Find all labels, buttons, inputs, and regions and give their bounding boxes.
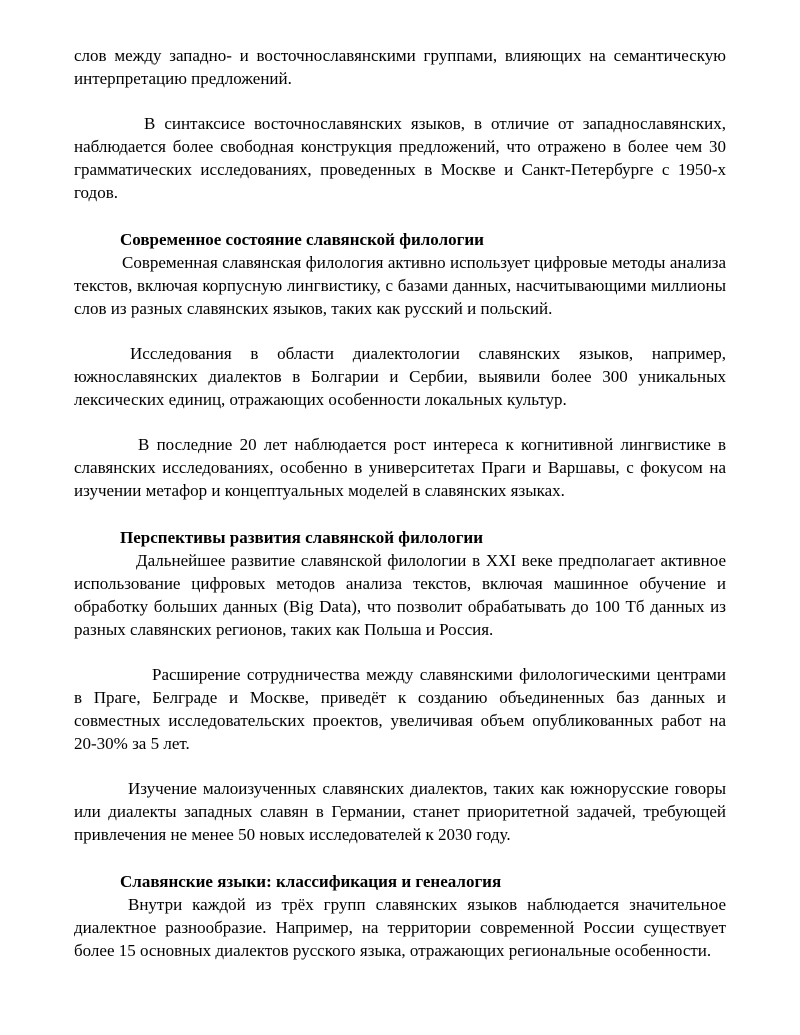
paragraph: В синтаксисе восточнославянских языков, в отличие от западнославянских, наблюдается более свободная конструкция предложений, что отражено в более чем 30 грамматических исследованиях, проведенных в Москве и Санкт-Петербурге с 1950-х годов. (74, 114, 726, 202)
section-heading: Современное состояние славянской филологии (120, 230, 484, 249)
paragraph: Современная славянская филология активно использует цифровые методы анализа текстов, включая корпусную лингвистику, с базами данных, насчитывающими миллионы слов из разных славянских языков, таких как русский и польский. (74, 253, 726, 318)
paragraph: Внутри каждой из трёх групп славянских языков наблюдается значительное диалектное разнообразие. Например, на территории современной России существует более 15 основных диалектов русского языка, отражающих региональные особенности. (74, 895, 726, 960)
paragraph: Расширение сотрудничества между славянскими филологическими центрами в Праге, Белграде и Москве, приведёт к созданию объединенных баз данных и совместных исследовательских проектов, увеличивая объем опубликованных работ на 20-30% за 5 лет. (74, 665, 726, 753)
paragraph: Дальнейшее развитие славянской филологии в XXI веке предполагает активное использование цифровых методов анализа текстов, включая машинное обучение и обработку больших данных (Big Data), что позволит обрабатывать до 100 Тб данных из разных славянских регионов, таких как Польша и Россия. (74, 551, 726, 639)
document-page (74, 44, 726, 962)
paragraph: Изучение малоизученных славянских диалектов, таких как южнорусские говоры или диалекты западных славян в Германии, станет приоритетной задачей, требующей привлечения не менее 50 новых исследователей к 2030 году. (74, 779, 726, 844)
section-heading: Славянские языки: классификация и генеалогия (120, 872, 502, 891)
paragraph-continued: слов между западно- и восточнославянскими группами, влияющих на семантическую интерпретацию предложений. (74, 46, 726, 88)
paragraph: В последние 20 лет наблюдается рост интереса к когнитивной лингвистике в славянских исследованиях, особенно в университетах Праги и Варшавы, с фокусом на изучении метафор и концептуальных моделей в славянских языках. (74, 435, 726, 500)
paragraph: Исследования в области диалектологии славянских языков, например, южнославянских диалектов в Болгарии и Сербии, выявили более 300 уникальных лексических единиц, отражающих особенности локальных культур. (74, 344, 726, 409)
section-heading: Перспективы развития славянской филологии (120, 528, 484, 547)
